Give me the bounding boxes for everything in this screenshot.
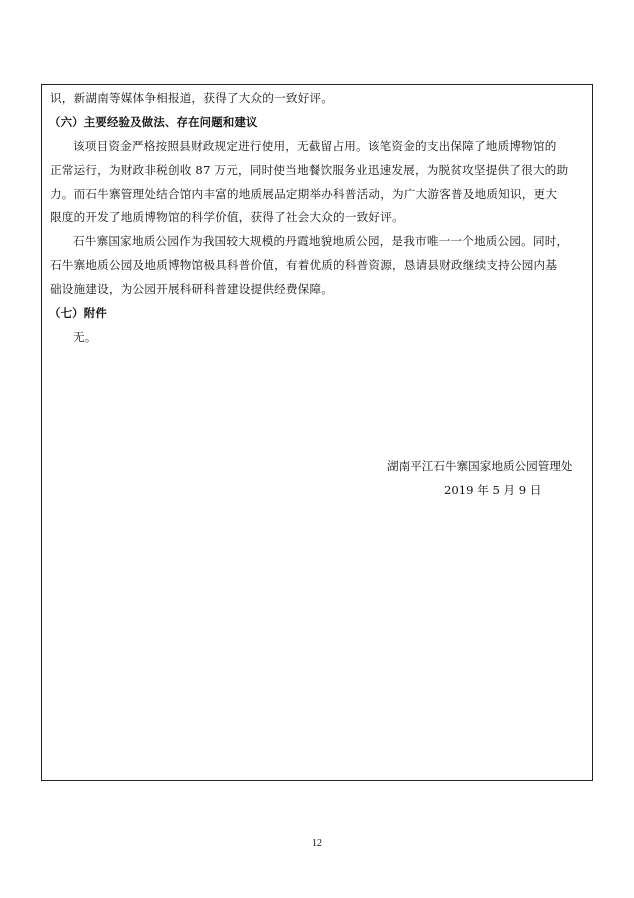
- text-line: 限度的开发了地质博物馆的科学价值，获得了社会大众的一致好评。: [50, 210, 404, 224]
- attachment-none: 无。: [73, 330, 97, 344]
- page-number: 12: [312, 838, 322, 849]
- text-line: 正常运行，为财政非税创收 87 万元，同时使当地餐饮服务业迅速发展，为脱贫攻坚提供了很大的助: [50, 163, 569, 177]
- section-heading-seven: （七）附件: [49, 306, 107, 320]
- text-line: 础设施建设，为公园开展科研科普建设提供经费保障。: [50, 282, 334, 296]
- text-line: 石牛寨地质公园及地质博物馆极具科普价值，有着优质的科普资源，恳请县财政继续支持公园内基: [50, 258, 558, 272]
- text-line: 识，新湖南等媒体争相报道，获得了大众的一致好评。: [50, 91, 334, 105]
- signature-org: 湖南平江石牛寨国家地质公园管理处: [387, 459, 573, 473]
- text-line: 石牛寨国家地质公园作为我国较大规模的丹霞地貌地质公园，是我市唯一一个地质公园。同时，: [73, 234, 569, 248]
- signature-date: 2019 年 5 月 9 日: [444, 483, 542, 497]
- text-line: 该项目资金严格按照县财政规定进行使用，无截留占用。该笔资金的支出保障了地质博物馆的: [73, 139, 557, 153]
- text-line: 力。而石牛寨管理处结合馆内丰富的地质展品定期举办科普活动，为广大游客普及地质知识，更大: [50, 187, 558, 201]
- section-heading-six: （六）主要经验及做法、存在问题和建议: [49, 115, 258, 129]
